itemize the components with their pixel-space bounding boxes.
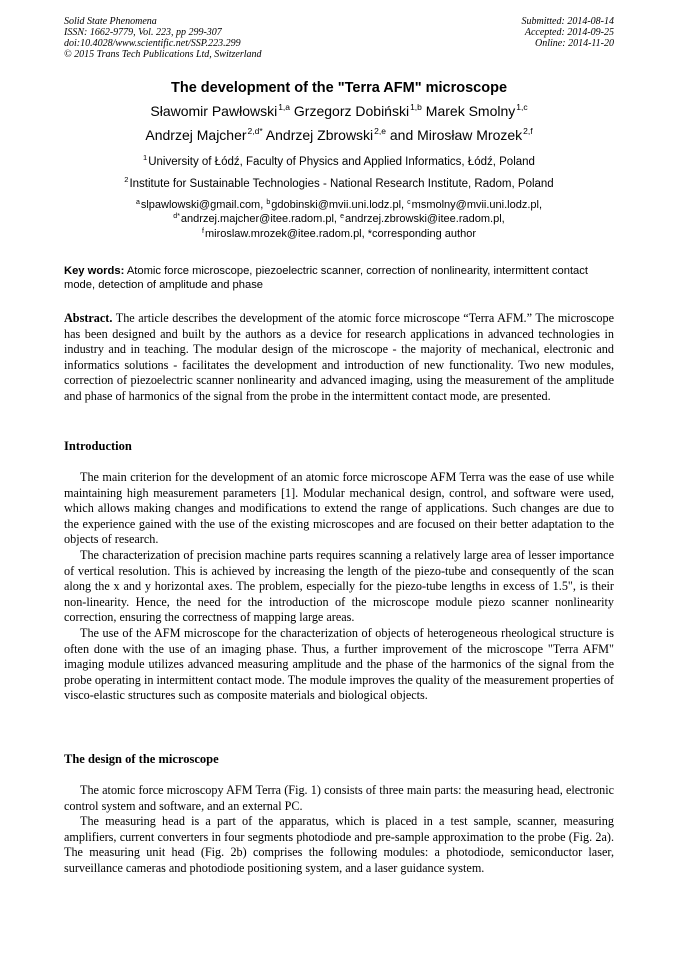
journal-info <box>64 16 262 60</box>
design-body <box>64 783 614 877</box>
email: andrzej.zbrowski@itee.radom.pl, <box>344 213 505 225</box>
abstract <box>64 311 614 405</box>
keywords-label: Key words: <box>64 265 125 277</box>
email-line-3 <box>0 228 678 243</box>
section-heading-design: The design of the microscope <box>64 752 219 766</box>
email: andrzej.majcher@itee.radom.pl, <box>180 213 337 225</box>
author-line-1 <box>0 103 678 119</box>
author-line-2 <box>0 127 678 143</box>
email-sup: d* <box>173 213 180 220</box>
author-name: Marek Smolny <box>425 103 516 119</box>
keywords <box>64 264 616 292</box>
email-line-1 <box>0 199 678 214</box>
author-name: Andrzej Zbrowski <box>265 127 374 143</box>
author-affil-sup: 1,c <box>516 102 528 112</box>
author-affil-sup: 2,e <box>374 126 386 136</box>
abstract-text: The article describes the development of the atomic force microscope “Terra AFM.” The microscope has been designed and built by the authors as a device for research applications in advanced technologies in industry and in teaching. The modular design of the microscope - the majority of mechanical, electronic and informatics solutions - facilitates the development and introduction of new functionality. Two new modules, correction of piezoelectric scanner nonlinearity and advanced imaging, using the measurement of the amplitude and phase of harmonics of the signal from the probe in the intermittent contact mode, are presented. <box>64 311 615 403</box>
author-name: Grzegorz Dobiński <box>293 103 410 119</box>
journal-copyright: © 2015 Trans Tech Publications Ltd, Switzerland <box>64 49 262 60</box>
email-sup: c <box>407 199 411 206</box>
section-heading-introduction: Introduction <box>64 439 132 453</box>
paper-title: The development of the "Terra AFM" microscope <box>170 80 508 96</box>
author-affil-sup: 1,b <box>410 102 422 112</box>
author-name: Sławomir Pawłowski <box>150 103 278 119</box>
email-sup: f <box>202 228 204 235</box>
affil-text: University of Łódź, Faculty of Physics and Applied Informatics, Łódź, Poland <box>148 156 535 168</box>
journal-doi: doi:10.4028/www.scientific.net/SSP.223.299 <box>64 38 241 49</box>
email-sup: a <box>135 199 140 206</box>
journal-issn: ISSN: 1662-9779, Vol. 223, pp 299-307 <box>64 27 222 38</box>
affil-text: Institute for Sustainable Technologies - National Research Institute, Radom, Poland <box>129 178 554 190</box>
paragraph: The characterization of precision machine parts requires scanning a relatively large area of lesser importance of vertical resolution. This is achieved by increasing the length of the piezo-tube and consequently of the scan along the x and y horizontal axes. The problem, especially for the piezo-tube lengths in excess of 1.5", is their non-linearity. Hence, the need for the introduction of the microscope module piezo scanner nonlinearity correction, ensuring the correctness of mapping large areas. <box>64 547 614 625</box>
affiliation-1 <box>0 153 678 168</box>
keywords-text: Atomic force microscope, piezoelectric scanner, correction of nonlinearity, intermittent contact mode, detection of amplitude and phase <box>64 265 588 291</box>
email: miroslaw.mrozek@itee.radom.pl, *corresponding author <box>204 228 476 240</box>
introduction-body <box>64 470 614 704</box>
author-name: Mirosław Mrozek <box>417 127 523 143</box>
email: msmolny@mvii.uni.lodz.pl, <box>411 199 543 211</box>
paragraph: The atomic force microscopy AFM Terra (Fig. 1) consists of three main parts: the measuring head, electronic control system and software, and an external PC. <box>64 783 614 813</box>
journal-name: Solid State Phenomena <box>64 16 157 27</box>
submitted-date: Submitted: 2014-08-14 <box>521 16 614 27</box>
abstract-label: Abstract. <box>64 311 113 325</box>
email-line-2 <box>0 213 678 228</box>
email-sup: e <box>340 213 344 220</box>
author-affil-sup: 2,d* <box>247 126 263 136</box>
affil-sup: 2 <box>124 175 129 184</box>
paragraph: The measuring head is a part of the apparatus, which is placed in a test sample, scanner, measuring amplifiers, current converters in four segments photodiode and pre-sample approximation to the probe (Fig. 2a). The measuring unit head (Fig. 2b) comprises the following modules: a photodiode, semiconductor laser, surveillance cameras and photodiode positioning system, and a laser guidance system. <box>64 814 614 875</box>
affil-sup: 1 <box>143 153 148 162</box>
author-name: Andrzej Majcher <box>145 127 247 143</box>
affiliation-2 <box>0 175 678 190</box>
author-affil-sup: 1,a <box>278 102 291 112</box>
email: slpawlowski@gmail.com, <box>140 199 264 211</box>
paragraph: The main criterion for the development of an atomic force microscope AFM Terra was the ease of use while maintaining high measurement parameters [1]. Modular mechanical design, control, and software were used, which allows making changes and modifications to extend the range of applications. Such changes are due to the experience gained with the use of the existing microscopes and are focused on their better adaptation to the objects of research. <box>64 470 614 547</box>
and-word: and <box>389 127 414 143</box>
paragraph: The use of the AFM microscope for the characterization of objects of heterogeneous rheological structure is often done with the use of an imaging phase. Thus, a further improvement of the microscope "Terra AFM" imaging module utilizes advanced measuring amplitude and the phase of the harmonics of the signal from the probe operating in intermittent contact mode. The module improves the quality of the measurement properties of visco-elastic structures such as composite materials and biological objects. <box>64 625 614 703</box>
accepted-date: Accepted: 2014-09-25 <box>524 27 614 38</box>
online-date: Online: 2014-11-20 <box>535 38 614 49</box>
submission-dates <box>522 16 615 49</box>
email-sup: b <box>266 199 271 206</box>
author-affil-sup: 2,f <box>523 126 533 136</box>
email: gdobinski@mvii.uni.lodz.pl, <box>271 199 405 211</box>
